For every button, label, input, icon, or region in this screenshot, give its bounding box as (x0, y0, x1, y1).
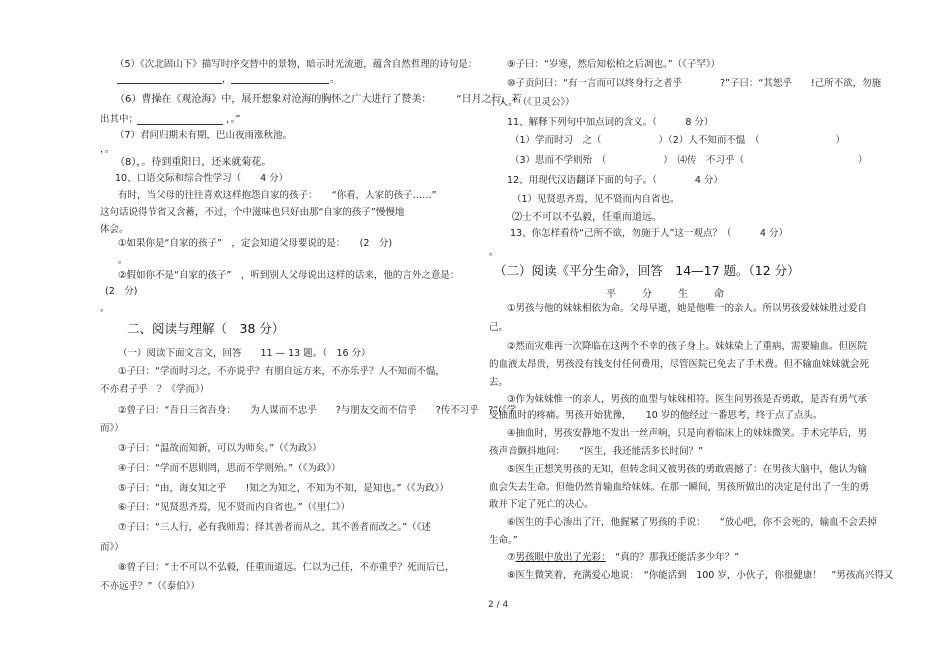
q6-blank (137, 124, 223, 125)
q5-separator: ， (222, 74, 232, 85)
q10-subquestion-2-end: 。 (100, 303, 110, 314)
q11-heading: 11、解释下列句中加点词的含义。（ 8 分） (507, 117, 714, 128)
story-paragraph-5-line-2: 血会失去生命。但他仍然肯输血给妹妹。在那一瞬间，男孩所做出的决定是付出了一生的勇 (489, 482, 870, 493)
q10-paragraph-3: 体会。 (100, 224, 129, 235)
classic-2-line-2: 而》） (100, 423, 124, 434)
q12-item-2: ⑵士不可以不弘毅，任重而道远。 (512, 212, 662, 223)
q12-item-1: （1）见贤思齐焉，见不贤而内自省也。 (512, 194, 680, 205)
story-paragraph-4-line-1: ④抽血时，男孩安静地不发出一丝声响，只是向着临床上的妹妹微笑。手术完毕后，男 (507, 428, 868, 439)
q12-heading: 12、用现代汉语翻译下面的句子。（ 4 分） (507, 175, 723, 186)
q7-prompt: （7）君问归期未有期，巴山夜雨涨秋池。 (115, 130, 293, 141)
classic-4: ④子曰：“学而不思则罔，思而不学则殆。”（《为政》） (118, 463, 341, 474)
q11-items-3-4: （3）思而不学则殆 （ ） ⑷传 不习乎（ ） (510, 155, 868, 166)
story-paragraph-5-line-3: 敢并下定了死亡的决心。 (489, 499, 594, 510)
story-paragraph-7-underlined: 男孩眼中放出了光彩： (515, 552, 606, 563)
story-title: 平分生命 (606, 289, 750, 300)
classic-1-line-1: ①子曰：“学而时习之，不亦说乎？有朋自远方来，不亦乐乎？人不知而不愠， (118, 366, 445, 377)
q5-blank-1 (117, 83, 222, 84)
q10-subquestion-1-end: 。 (118, 255, 128, 266)
classic-6: ⑥子曰：“见贤思齐焉，见不贤而内自省也。”（《里仁》） (118, 502, 351, 513)
story-paragraph-3-line-1: ③作为妹妹惟一的亲人，男孩的血型与妹妹相符。医生问男孩是否勇敢，是否有勇气承 (507, 394, 868, 405)
story-paragraph-2-line-1: ②然而灾难再一次降临在这两个不幸的孩子身上。妹妹染上了重病，需要输血。但医院 (507, 341, 868, 352)
q10-subquestion-1: ①如果你是“自家的孩子” ，定会知道父母要说的是： (2 分) (118, 238, 393, 249)
story-paragraph-2-line-2: 的血液太昂贵，男孩没有钱支付任何费用，尽管医院已免去了手术费。但不输血妹妹就会死 (489, 359, 870, 370)
story-paragraph-2-line-3: 去。 (489, 377, 509, 388)
q11-items-1-2: （1）学而时习 之（ ）（2）人不知而不愠 （ ） (510, 135, 846, 146)
q10-paragraph-1: 有时，当父母的往往喜欢这样抱怨自家的孩子： “你看，人家的孩子……” (118, 190, 437, 201)
q13-end: 。 (489, 247, 499, 258)
story-paragraph-6-line-2: 生命。” (489, 535, 518, 546)
story-paragraph-4-line-2: 孩声音颤抖地问： “医生，我还能活多长时间？” (489, 446, 704, 457)
q7-tail: ，。 (100, 144, 115, 155)
story-paragraph-5-line-1: ⑤医生正想笑男孩的无知，但转念间又被男孩的勇敢震撼了：在男孩大脑中，他认为输 (507, 464, 868, 475)
q10-subquestion-2: ②假如你不是“自家的孩子” ，听到别人父母说出这样的话来，他的言外之意是： (118, 270, 460, 281)
classic-1-line-2: 不亦君子乎 ？《学而》） (100, 384, 210, 395)
q6-end: ，。” (226, 114, 241, 125)
classic-2-line-1: ②曾子曰：“吾日三省吾身： 为人谋而不忠乎 ?与朋友交而不信乎 ?传不习乎 ?”(《学 (118, 405, 517, 416)
q5-prompt: （5）《次北固山下》描写时序交替中的景物，暗示时光流逝，蕴含自然哲理的诗句是： (115, 59, 478, 70)
classic-8-line-2: 不亦远乎？”（《泰伯》） (100, 581, 200, 592)
q6-start: 出其中； (100, 114, 139, 125)
story-paragraph-3-line-2: 受抽血时的疼痛。男孩开始犹豫， 10 岁的他经过一番思考，终于点了点头。 (489, 410, 823, 421)
classic-10-line-1: ⑩子贡问曰：“有一言而可以终身行之者乎 ?”子曰：“其恕乎 !己所不欲，勿施 (507, 78, 882, 89)
part-2-title: 二、阅读与理解（ 38 分） (127, 321, 285, 336)
page-number: 2 / 4 (488, 600, 509, 610)
q10-subquestion-2-score: (2 分) (105, 286, 138, 297)
subsection-2-title: （二）阅读《平分生命》，回答 14—17 题。（12 分） (494, 263, 800, 278)
story-paragraph-1-line-1: ①男孩与他的妹妹相依为命。父母早逝，她是他唯一的亲人。所以男孩爱妹妹胜过爱自 (507, 303, 868, 314)
story-paragraph-8-line-1: ⑧医生微笑着，充满爱心地说： “你能活到 100 岁，小伙子，你很健康！ ”男孩高兴得又 (507, 570, 894, 581)
q5-blank-2 (231, 83, 329, 84)
classic-5: ⑤子曰：“由，诲女知之乎 !知之为知之，不知为不知，是知也。”（《为政》） (118, 483, 449, 494)
q8-prompt: （8），。待到重阳日，还来就菊花。 (115, 157, 272, 168)
q13-heading: 13、你怎样看待“己所不欲，勿施于人”这一观点？（ 4 分） (510, 228, 788, 239)
q10-paragraph-2: 这句话说得节省又含蓄，不过，个中滋味也只好由那“自家的孩子”慢慢地 (100, 207, 405, 218)
classic-10-line-2: 于人。”（《卫灵公》） (489, 97, 575, 108)
story-paragraph-1-line-2: 己。 (489, 322, 509, 333)
q6-prompt: （6）曹操在《观沧海》中，展开想象对沧海的胸怀之广大进行了赞美： “日月之行，若 (115, 94, 522, 105)
classic-9: ⑨子曰：“岁寒，然后知松柏之后凋也。”（《子罕》） (507, 59, 721, 70)
q10-heading: 10、口语交际和综合性学习（ 4 分） (115, 173, 289, 184)
story-paragraph-6-line-1: ⑥医生的手心渗出了汗，他握紧了男孩的手说： “放心吧，你不会死的，输血不会丢掉 (507, 517, 877, 528)
story-paragraph-7 (507, 552, 739, 564)
q5-end-mark: 。 (330, 74, 340, 85)
story-paragraph-7-number: ⑦ (507, 552, 516, 563)
classic-8-line-1: ⑧曾子曰：“士不可以不弘毅，任重而道远。仁以为己任，不亦重乎？死而后已， (118, 562, 455, 573)
subsection-1-title: （一）阅读下面文言文，回答 11 — 13 题。（ 16 分） (118, 348, 371, 359)
classic-7-line-1: ⑦子曰：“三人行，必有我师焉；择其善者而从之，其不善者而改之。”（《述 (118, 522, 431, 533)
story-paragraph-7-rest: “真的？那我还能活多少年？” (605, 552, 740, 563)
classic-3: ③子曰：“温故而知新，可以为师矣。”（《为政》） (118, 443, 322, 454)
classic-7-line-2: 而》） (100, 542, 124, 553)
